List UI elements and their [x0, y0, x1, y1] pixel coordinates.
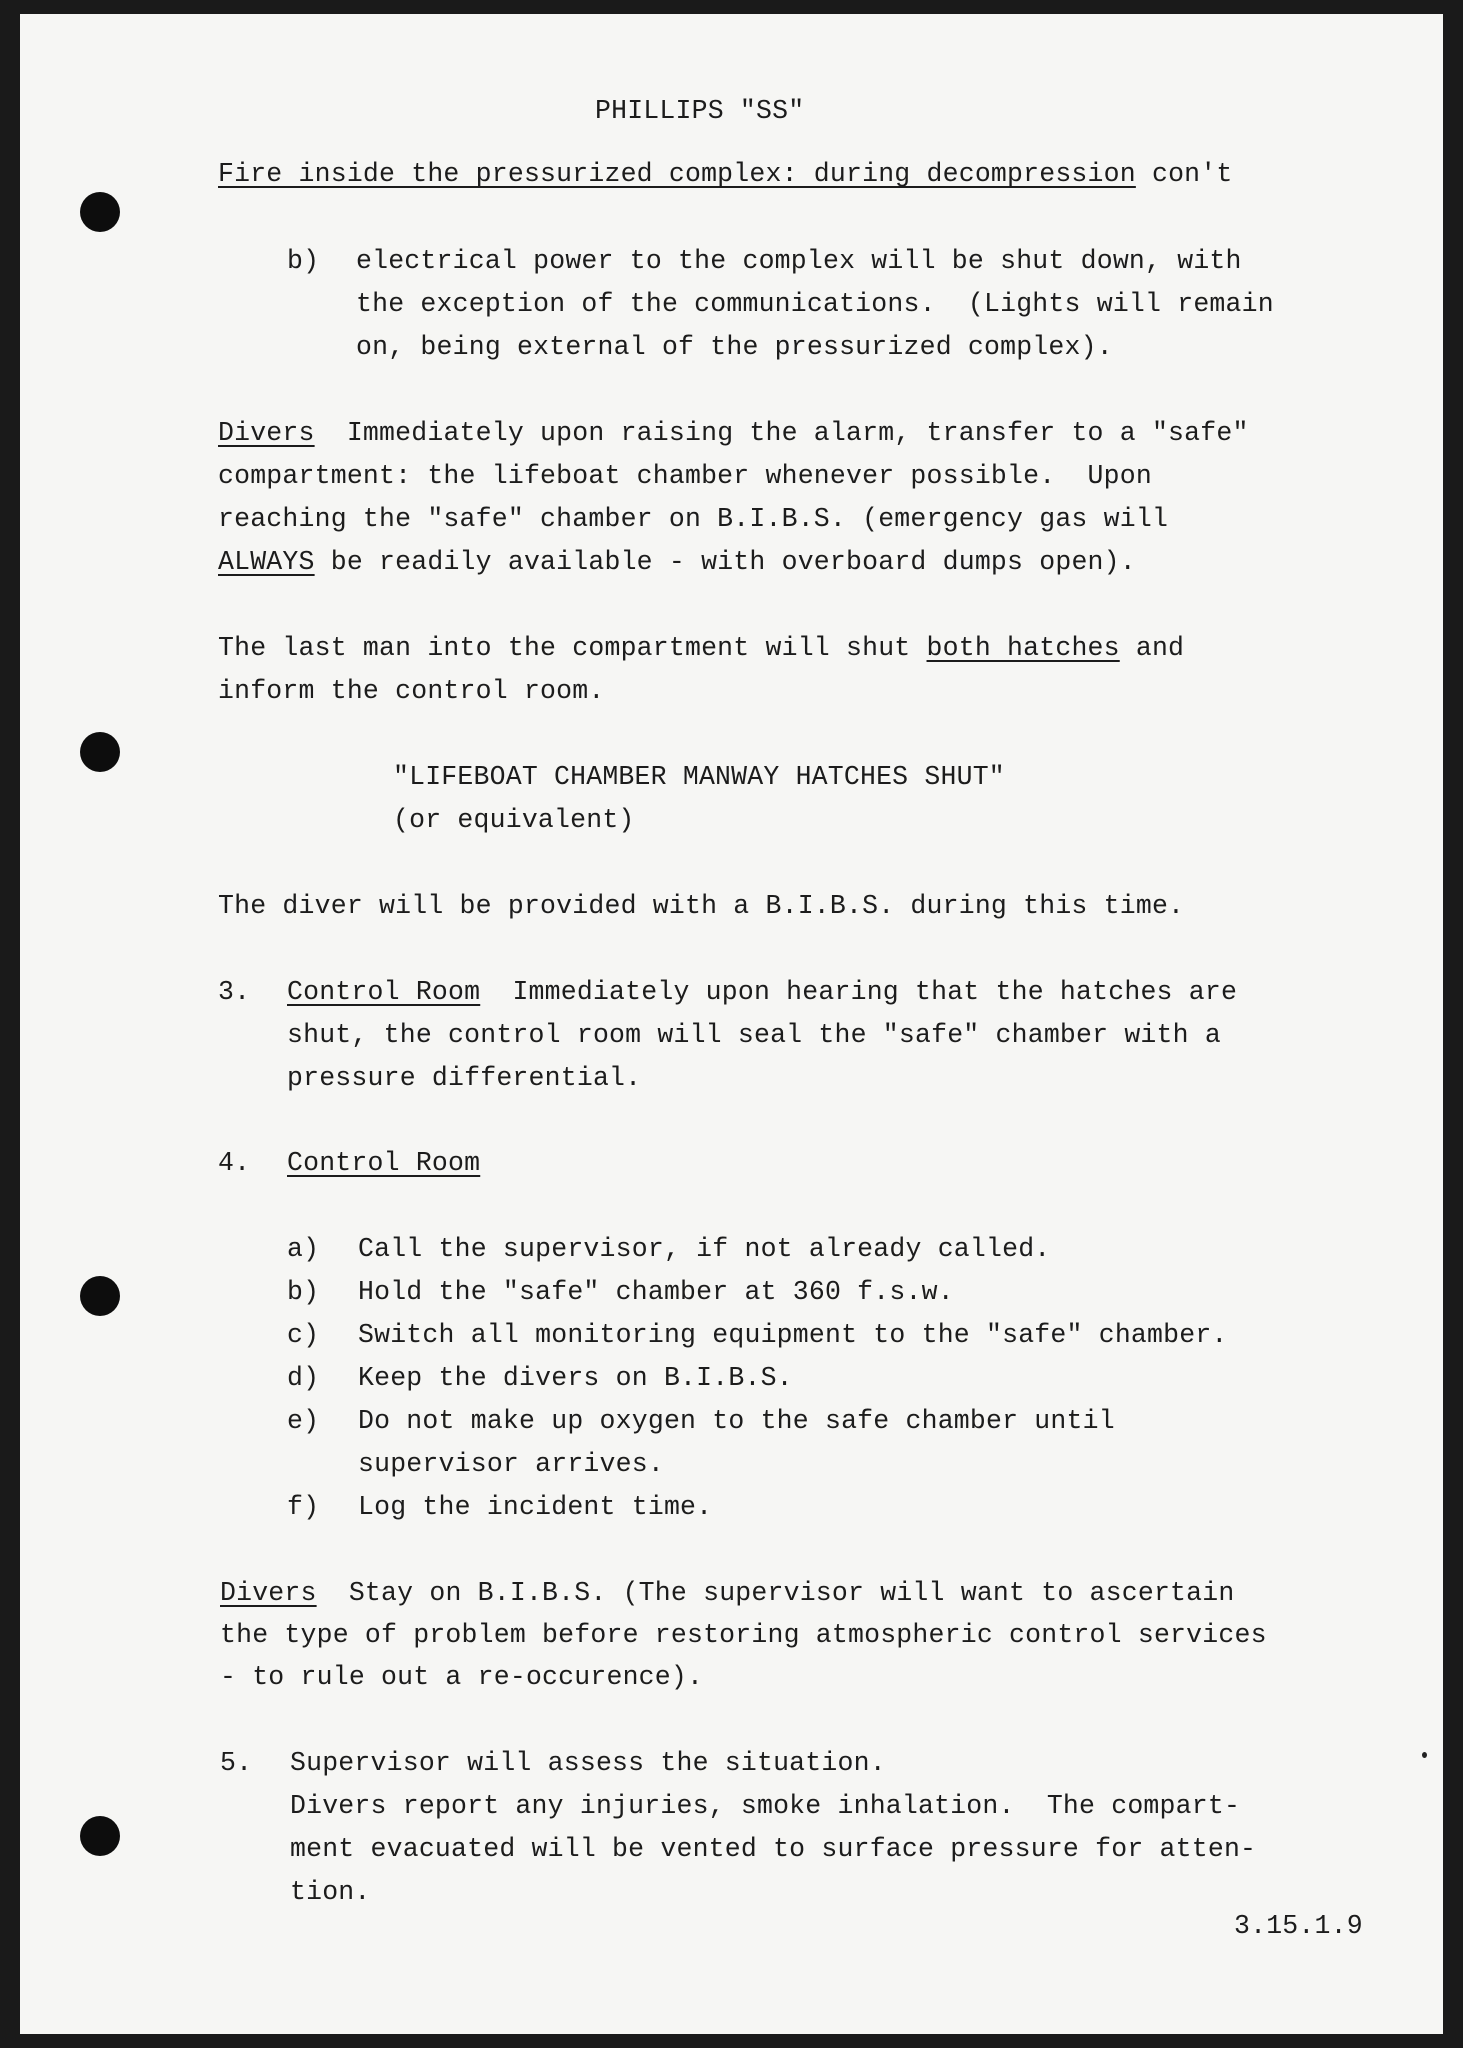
- divers-paragraph-line: [218, 412, 1249, 455]
- item-b-line: the exception of the communications. (Lights will remain: [356, 289, 1274, 319]
- last-man-line: [218, 627, 1184, 670]
- binder-hole: [80, 732, 120, 772]
- both-hatches-emphasis: both hatches: [926, 633, 1120, 663]
- speck: [1422, 1752, 1427, 1758]
- subitem-text: Hold the "safe" chamber at 360 f.s.w.: [358, 1277, 954, 1307]
- divers-paragraph-line: reaching the "safe" chamber on B.I.B.S. (emergency gas will: [218, 504, 1169, 534]
- divers-text: Immediately upon raising the alarm, transfer to a "safe": [314, 418, 1249, 448]
- document-page: [20, 14, 1443, 2034]
- item-b-line: electrical power to the complex will be shut down, with: [356, 246, 1242, 276]
- control-room-label: Control Room: [287, 1148, 481, 1178]
- subitem-marker: e): [287, 1406, 320, 1436]
- item-5-line: tion.: [290, 1877, 371, 1907]
- subitem-text: Do not make up oxygen to the safe chamber until: [358, 1406, 1115, 1436]
- subitem-text: Call the supervisor, if not already called.: [358, 1234, 1051, 1264]
- page-title: PHILLIPS "SS": [595, 96, 805, 126]
- quote-line: "LIFEBOAT CHAMBER MANWAY HATCHES SHUT": [393, 762, 1005, 792]
- subitem-text: Switch all monitoring equipment to the "safe" chamber.: [358, 1320, 1228, 1350]
- item-4-label: [287, 1142, 480, 1185]
- subitem-marker: f): [287, 1492, 320, 1522]
- item-5-line: ment evacuated will be vented to surface pressure for atten-: [290, 1834, 1257, 1864]
- item-5-line: Divers report any injuries, smoke inhalation. The compart-: [290, 1791, 1241, 1821]
- subitem-text: supervisor arrives.: [358, 1449, 664, 1479]
- control-room-label: Control Room: [287, 977, 481, 1007]
- divers-2-text: Stay on B.I.B.S. (The supervisor will want to ascertain: [316, 1578, 1235, 1608]
- item-b-marker: b): [287, 246, 320, 276]
- last-man-text: and: [1119, 633, 1185, 663]
- item-3-text: Immediately upon hearing that the hatches are: [480, 977, 1238, 1007]
- last-man-text: The last man into the compartment will shut: [218, 633, 927, 663]
- page-number: 3.15.1.9: [1234, 1911, 1363, 1941]
- section-heading: [218, 153, 1232, 196]
- subitem-text: Log the incident time.: [358, 1492, 713, 1522]
- diver-bibs-line: The diver will be provided with a B.I.B.S. during this time.: [218, 891, 1185, 921]
- divers-label: Divers: [218, 418, 315, 448]
- divers-2-line: [220, 1572, 1234, 1615]
- binder-hole: [80, 1276, 120, 1316]
- item-5-number: 5.: [220, 1748, 253, 1778]
- item-3-line: shut, the control room will seal the "safe" chamber with a: [287, 1020, 1221, 1050]
- divers-paragraph-line: [218, 541, 1136, 584]
- section-heading-suffix: con't: [1135, 159, 1233, 189]
- item-b-line: on, being external of the pressurized complex).: [356, 332, 1113, 362]
- quote-line: (or equivalent): [393, 805, 635, 835]
- subitem-marker: b): [287, 1277, 320, 1307]
- item-3-line: [287, 971, 1237, 1014]
- divers-2-line: the type of problem before restoring atmospheric control services: [220, 1620, 1267, 1650]
- subitem-marker: d): [287, 1363, 320, 1393]
- subitem-marker: a): [287, 1234, 320, 1264]
- divers-paragraph-line: compartment: the lifeboat chamber whenever possible. Upon: [218, 461, 1152, 491]
- item-5-line: Supervisor will assess the situation.: [290, 1748, 886, 1778]
- binder-hole: [80, 192, 120, 232]
- last-man-line: inform the control room.: [218, 676, 605, 706]
- subitem-marker: c): [287, 1320, 320, 1350]
- subitem-text: Keep the divers on B.I.B.S.: [358, 1363, 793, 1393]
- divers-text: be readily available - with overboard dumps open).: [314, 547, 1136, 577]
- item-4-number: 4.: [218, 1148, 251, 1178]
- binder-hole: [80, 1816, 120, 1856]
- divers-label: Divers: [220, 1578, 317, 1608]
- item-3-number: 3.: [218, 977, 251, 1007]
- section-heading-underlined: Fire inside the pressurized complex: during decompression: [218, 159, 1136, 189]
- always-emphasis: ALWAYS: [218, 547, 315, 577]
- item-3-line: pressure differential.: [287, 1063, 642, 1093]
- divers-2-line: - to rule out a re-occurence).: [220, 1662, 704, 1692]
